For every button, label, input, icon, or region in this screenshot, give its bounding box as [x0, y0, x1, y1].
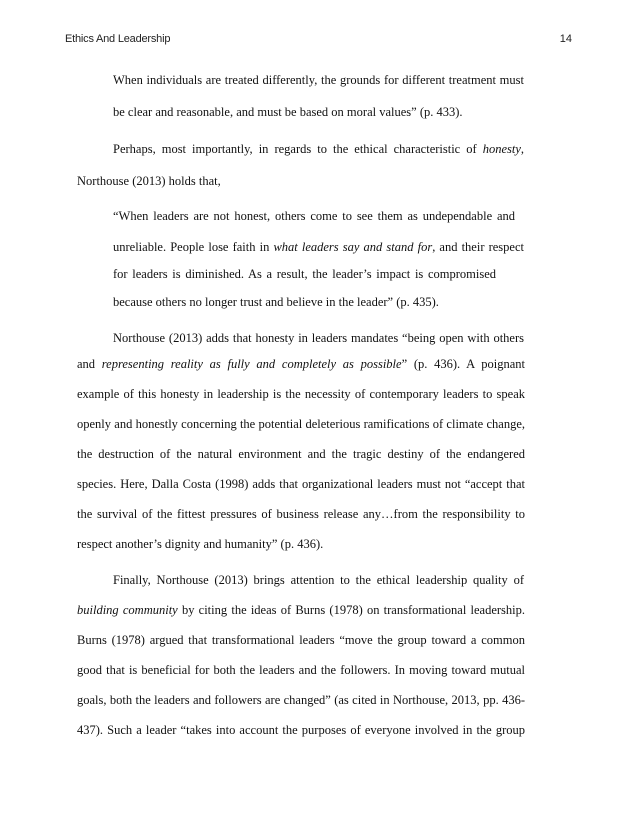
- quote2-line1: “When leaders are not honest, others come to see them as undependable and: [113, 209, 515, 223]
- para3-line1: Finally, Northouse (2013) brings attention to the ethical leadership quality of: [113, 573, 524, 587]
- para2-line1: Northouse (2013) adds that honesty in leaders mandates “being open with others: [113, 331, 524, 345]
- para1-line2: Northouse (2013) holds that,: [77, 174, 221, 188]
- quote2-line2-text: unreliable. People lose faith in: [113, 240, 274, 254]
- para2-line8: respect another’s dignity and humanity” (p. 436).: [77, 537, 324, 551]
- para2-line6: species. Here, Dalla Costa (1998) adds that organizational leaders must not “accept that: [77, 477, 525, 491]
- quote1-line2: be clear and reasonable, and must be based on moral values” (p. 433).: [113, 105, 463, 119]
- para2-line2: [77, 356, 525, 372]
- para2-line3: example of this honesty in leadership is the necessity of contemporary leaders to speak: [77, 387, 525, 401]
- para2-line2-end: ” (p. 436). A poignant: [401, 357, 525, 371]
- para2-line2-italic: representing reality as fully and completely as possible: [101, 357, 402, 371]
- para2-line2-text: and: [77, 357, 102, 371]
- para2-line4: openly and honestly concerning the potential deleterious ramifications of climate change,: [77, 417, 525, 431]
- para2-line5: the destruction of the natural environment and the tragic destiny of the endangered: [77, 447, 525, 461]
- para1-line1: [113, 141, 524, 157]
- para3-line6: 437). Such a leader “takes into account the purposes of everyone involved in the group: [77, 723, 525, 737]
- quote2-line3: for leaders is diminished. As a result, the leader’s impact is compromised: [113, 267, 496, 281]
- para3-line3: Burns (1978) argued that transformational leaders “move the group toward a common: [77, 633, 525, 647]
- para3-line2-italic: building community: [77, 603, 178, 617]
- quote2-line4: because others no longer trust and believe in the leader” (p. 435).: [113, 295, 439, 309]
- running-head: Ethics And Leadership: [65, 33, 171, 45]
- quote1-line1: When individuals are treated differently, the grounds for different treatment must: [113, 73, 524, 87]
- quote2-line2: [113, 239, 524, 255]
- para3-line2: [77, 602, 525, 618]
- para1-line1-end: ,: [520, 142, 524, 156]
- para2-line7: the survival of the fittest pressures of business release any…from the responsibility to: [77, 507, 525, 521]
- para1-line1-text: Perhaps, most importantly, in regards to the ethical characteristic of: [113, 142, 483, 156]
- para3-line4: good that is beneficial for both the leaders and the followers. In moving toward mutual: [77, 663, 525, 677]
- para3-line5: goals, both the leaders and followers are changed” (as cited in Northouse, 2013, pp. 436-: [77, 693, 525, 707]
- para3-line2-text: by citing the ideas of Burns (1978) on transformational leadership.: [177, 603, 525, 617]
- para1-line1-italic: honesty: [482, 142, 521, 156]
- quote2-line2-italic: what leaders say and stand for: [273, 240, 433, 254]
- page-number: 14: [559, 33, 572, 45]
- quote2-line2-end: , and their respect: [432, 240, 524, 254]
